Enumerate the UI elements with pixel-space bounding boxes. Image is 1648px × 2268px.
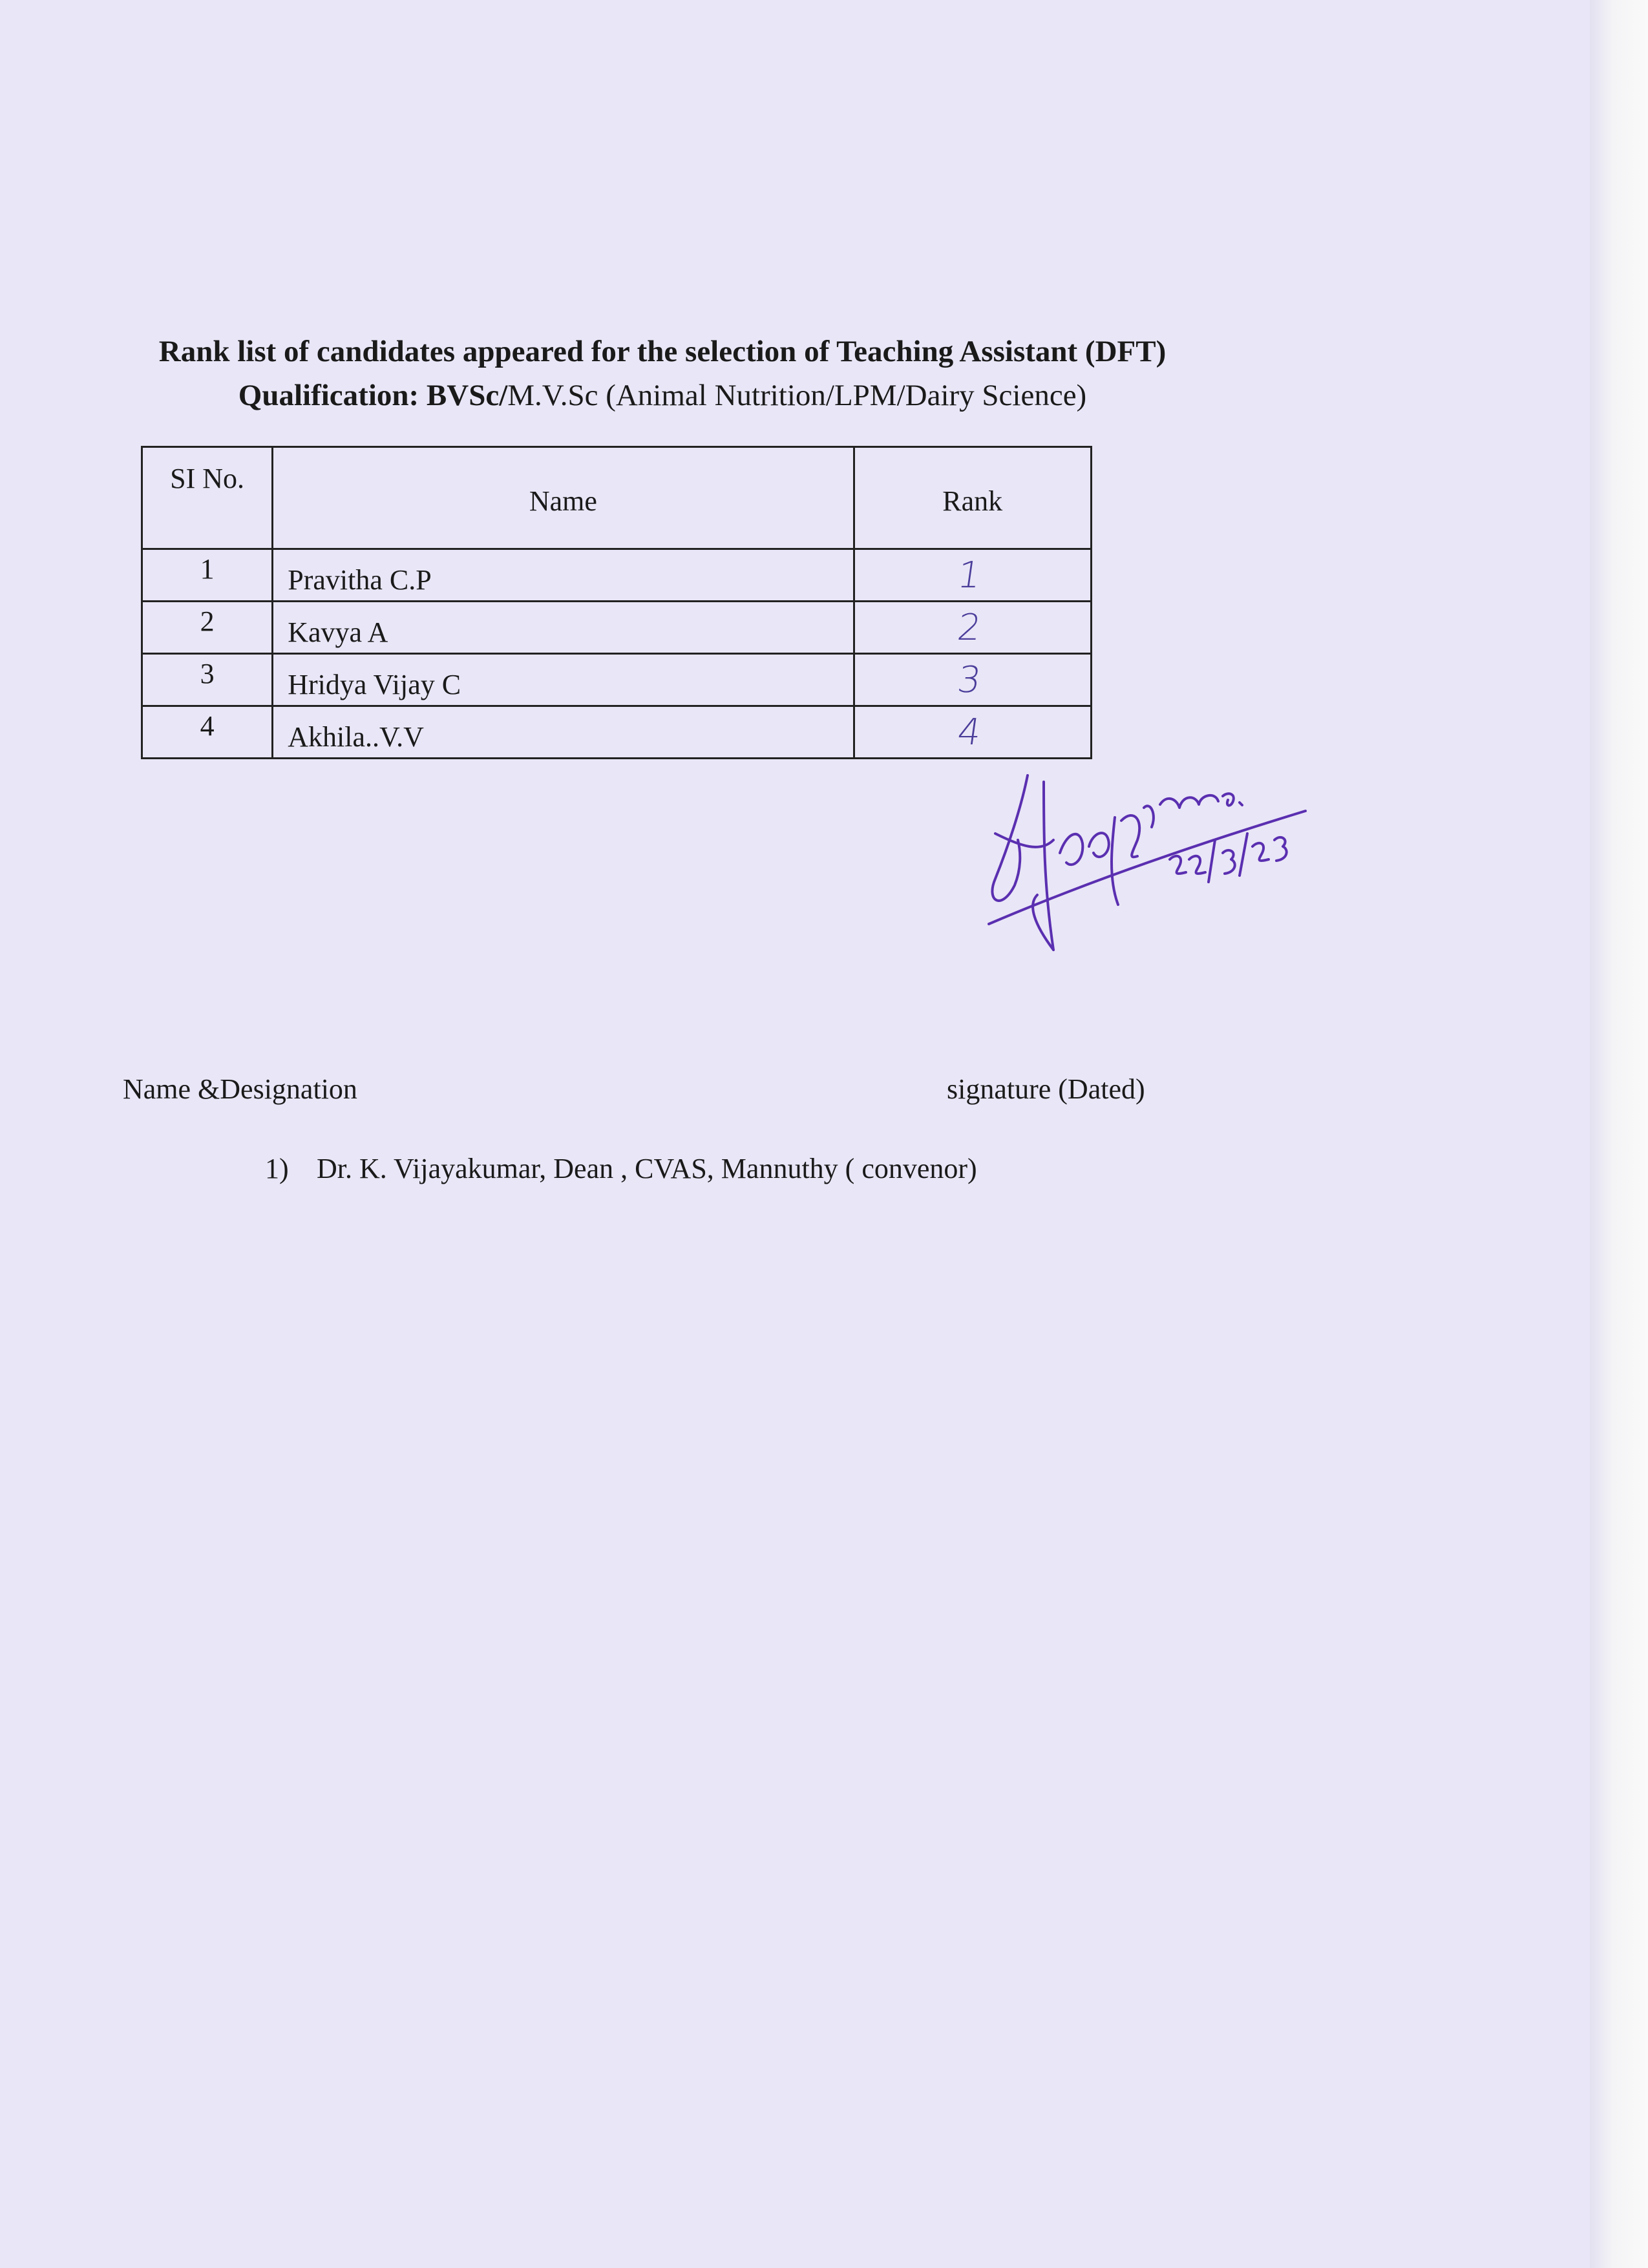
cell-sl-no: 2 — [142, 602, 273, 654]
table-row — [142, 549, 1092, 602]
cell-rank — [854, 602, 1092, 654]
cell-name: Hridya Vijay C — [273, 654, 854, 706]
signature-dated-label: signature (Dated) — [947, 1073, 1145, 1105]
header-rank: Rank — [854, 447, 1092, 549]
title-line: Rank list of candidates appeared for the selection of Teaching Assistant (DFT) — [158, 335, 1167, 368]
signature-date-text: 22/3/23 — [1176, 853, 1179, 854]
rank-table — [141, 446, 1092, 759]
handwritten-rank: 1 — [955, 554, 984, 596]
table-row — [142, 706, 1092, 759]
cell-rank — [854, 706, 1092, 759]
name-designation-label: Name &Designation — [123, 1073, 357, 1105]
header-sl-no: SI No. — [142, 447, 273, 549]
committee-member — [265, 1152, 977, 1185]
cell-name: Kavya A — [273, 602, 854, 654]
handwritten-rank: 2 — [955, 606, 984, 649]
table-row — [142, 654, 1092, 706]
scanner-page-edge — [1590, 0, 1648, 2268]
member-number: 1) — [265, 1153, 289, 1184]
header-name: Name — [273, 447, 854, 549]
qualification-line — [129, 373, 1196, 417]
cell-name: Pravitha C.P — [273, 549, 854, 602]
member-text: Dr. K. Vijayakumar, Dean , CVAS, Mannuthy ( convenor) — [317, 1153, 977, 1184]
table-row — [142, 602, 1092, 654]
handwritten-rank: 4 — [955, 711, 984, 753]
cell-name: Akhila..V.V — [273, 706, 854, 759]
cell-rank — [854, 549, 1092, 602]
cell-sl-no: 1 — [142, 549, 273, 602]
document-title — [129, 330, 1196, 417]
qualification-value: M.V.Sc (Animal Nutrition/LPM/Dairy Science) — [507, 379, 1087, 412]
cell-sl-no: 4 — [142, 706, 273, 759]
handwritten-rank: 3 — [955, 658, 984, 701]
cell-sl-no: 3 — [142, 654, 273, 706]
cell-rank — [854, 654, 1092, 706]
qualification-label: Qualification: BVSc/ — [238, 379, 508, 412]
table-header-row — [142, 447, 1092, 549]
handwritten-signature — [982, 756, 1318, 969]
